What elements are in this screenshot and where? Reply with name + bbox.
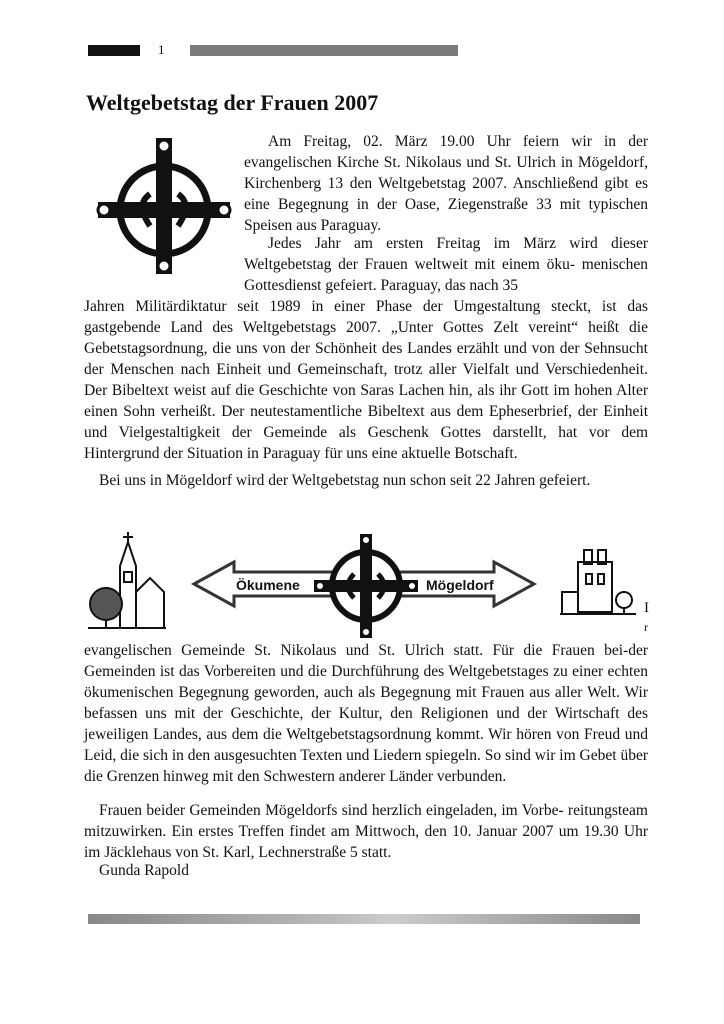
- illustration-label-left: Ökumene: [236, 577, 300, 593]
- church-right-icon: [560, 550, 636, 614]
- edge-glyph-2: r: [644, 620, 648, 634]
- author-signature: Gunda Rapold: [99, 862, 189, 879]
- footer-bar: [88, 914, 640, 924]
- article-title: Weltgebetstag der Frauen 2007: [86, 90, 379, 115]
- world-day-of-prayer-logo: [90, 134, 238, 278]
- paragraph-1: Am Freitag, 02. März 19.00 Uhr feiern wir in der evangelischen Kirche St. Nikolaus und St. Ulrich in Mögeldorf, Kirchenberg 13 den Weltgebetstag 2007. Anschließend gibt es eine Begegnung in der Oase, Ziegenstraße 33 mit typischen Speisen aus Paraguay.: [244, 133, 648, 234]
- oekumene-illustration: [84, 532, 652, 638]
- header-bar: [190, 45, 458, 56]
- paragraph-3: Bei uns in Mögeldorf wird der Weltgebetstag nun schon seit 22 Jahren gefeiert.: [99, 472, 591, 489]
- paragraph-2-continued: Jahren Militärdiktatur seit 1989 in einer Phase der Umgestaltung steckt, ist das gastgebende Land des Weltgebetstags 2007. „Unter Gottes Zelt vereint“ heißt die Gebetstagsordnung, die uns von der Schönheit des Landes erzählt und von der Sehnsucht der Menschen nach Einheit und Gemeinschaft, trotz aller Vielfalt und Verschiedenheit. Der Bibeltext weist auf die Geschichte von Saras Lachen hin, als ihr Gott im hohen Alter einen Sohn verheißt. Der neutestamentliche Bibeltext aus dem Epheserbrief, der Einheit und Vielgestaltigkeit der Gemeinde als Geschenk Gottes darstellt, hat vor dem Hintergrund der Situation in Paraguay für uns eine aktuelle Botschaft.: [84, 298, 648, 462]
- header-block: [88, 45, 140, 56]
- paragraph-5: Frauen beider Gemeinden Mögeldorfs sind herzlich eingeladen, im Vorbe- reitungsteam mitzuwirken. Ein erstes Treffen findet am Mittwoch, den 10. Januar 2007 um 19.30 Uhr im Jäcklehaus von St. Karl, Lechnerstraße 5 statt.: [84, 802, 648, 861]
- illustration-label-right: Mögeldorf: [426, 577, 494, 593]
- page-number: 1: [158, 42, 165, 57]
- paragraph-4: evangelischen Gemeinde St. Nikolaus und St. Ulrich statt. Für die Frauen bei-der Gemeinden ist das Vorbereiten und die Durchführung des Weltgebetstages zu einer echten ökumenischen Begegnung geworden, auch als Begegnung mit Frauen aus aller Welt. Wir befassen uns mit der Geschichte, der Kultur, den Religionen und der Wirtschaft des jeweiligen Landes, aus dem die Weltgebetstagsordnung kommt. Wir hören von Freud und Leid, die sich in den ausgesuchten Texten und Liedern spiegeln. So sind wir im Gebet über die Grenzen hinweg mit den Schwestern anderer Länder verbunden.: [84, 642, 648, 785]
- center-cross-icon: [314, 534, 418, 638]
- paragraph-2-start: Jedes Jahr am ersten Freitag im März wird dieser Weltgebetstag der Frauen weltweit mit einem öku- menischen Gottesdienst gefeiert. Paraguay, das nach 35: [244, 235, 648, 294]
- church-left-icon: [88, 532, 166, 628]
- edge-glyph-1: I: [644, 600, 649, 616]
